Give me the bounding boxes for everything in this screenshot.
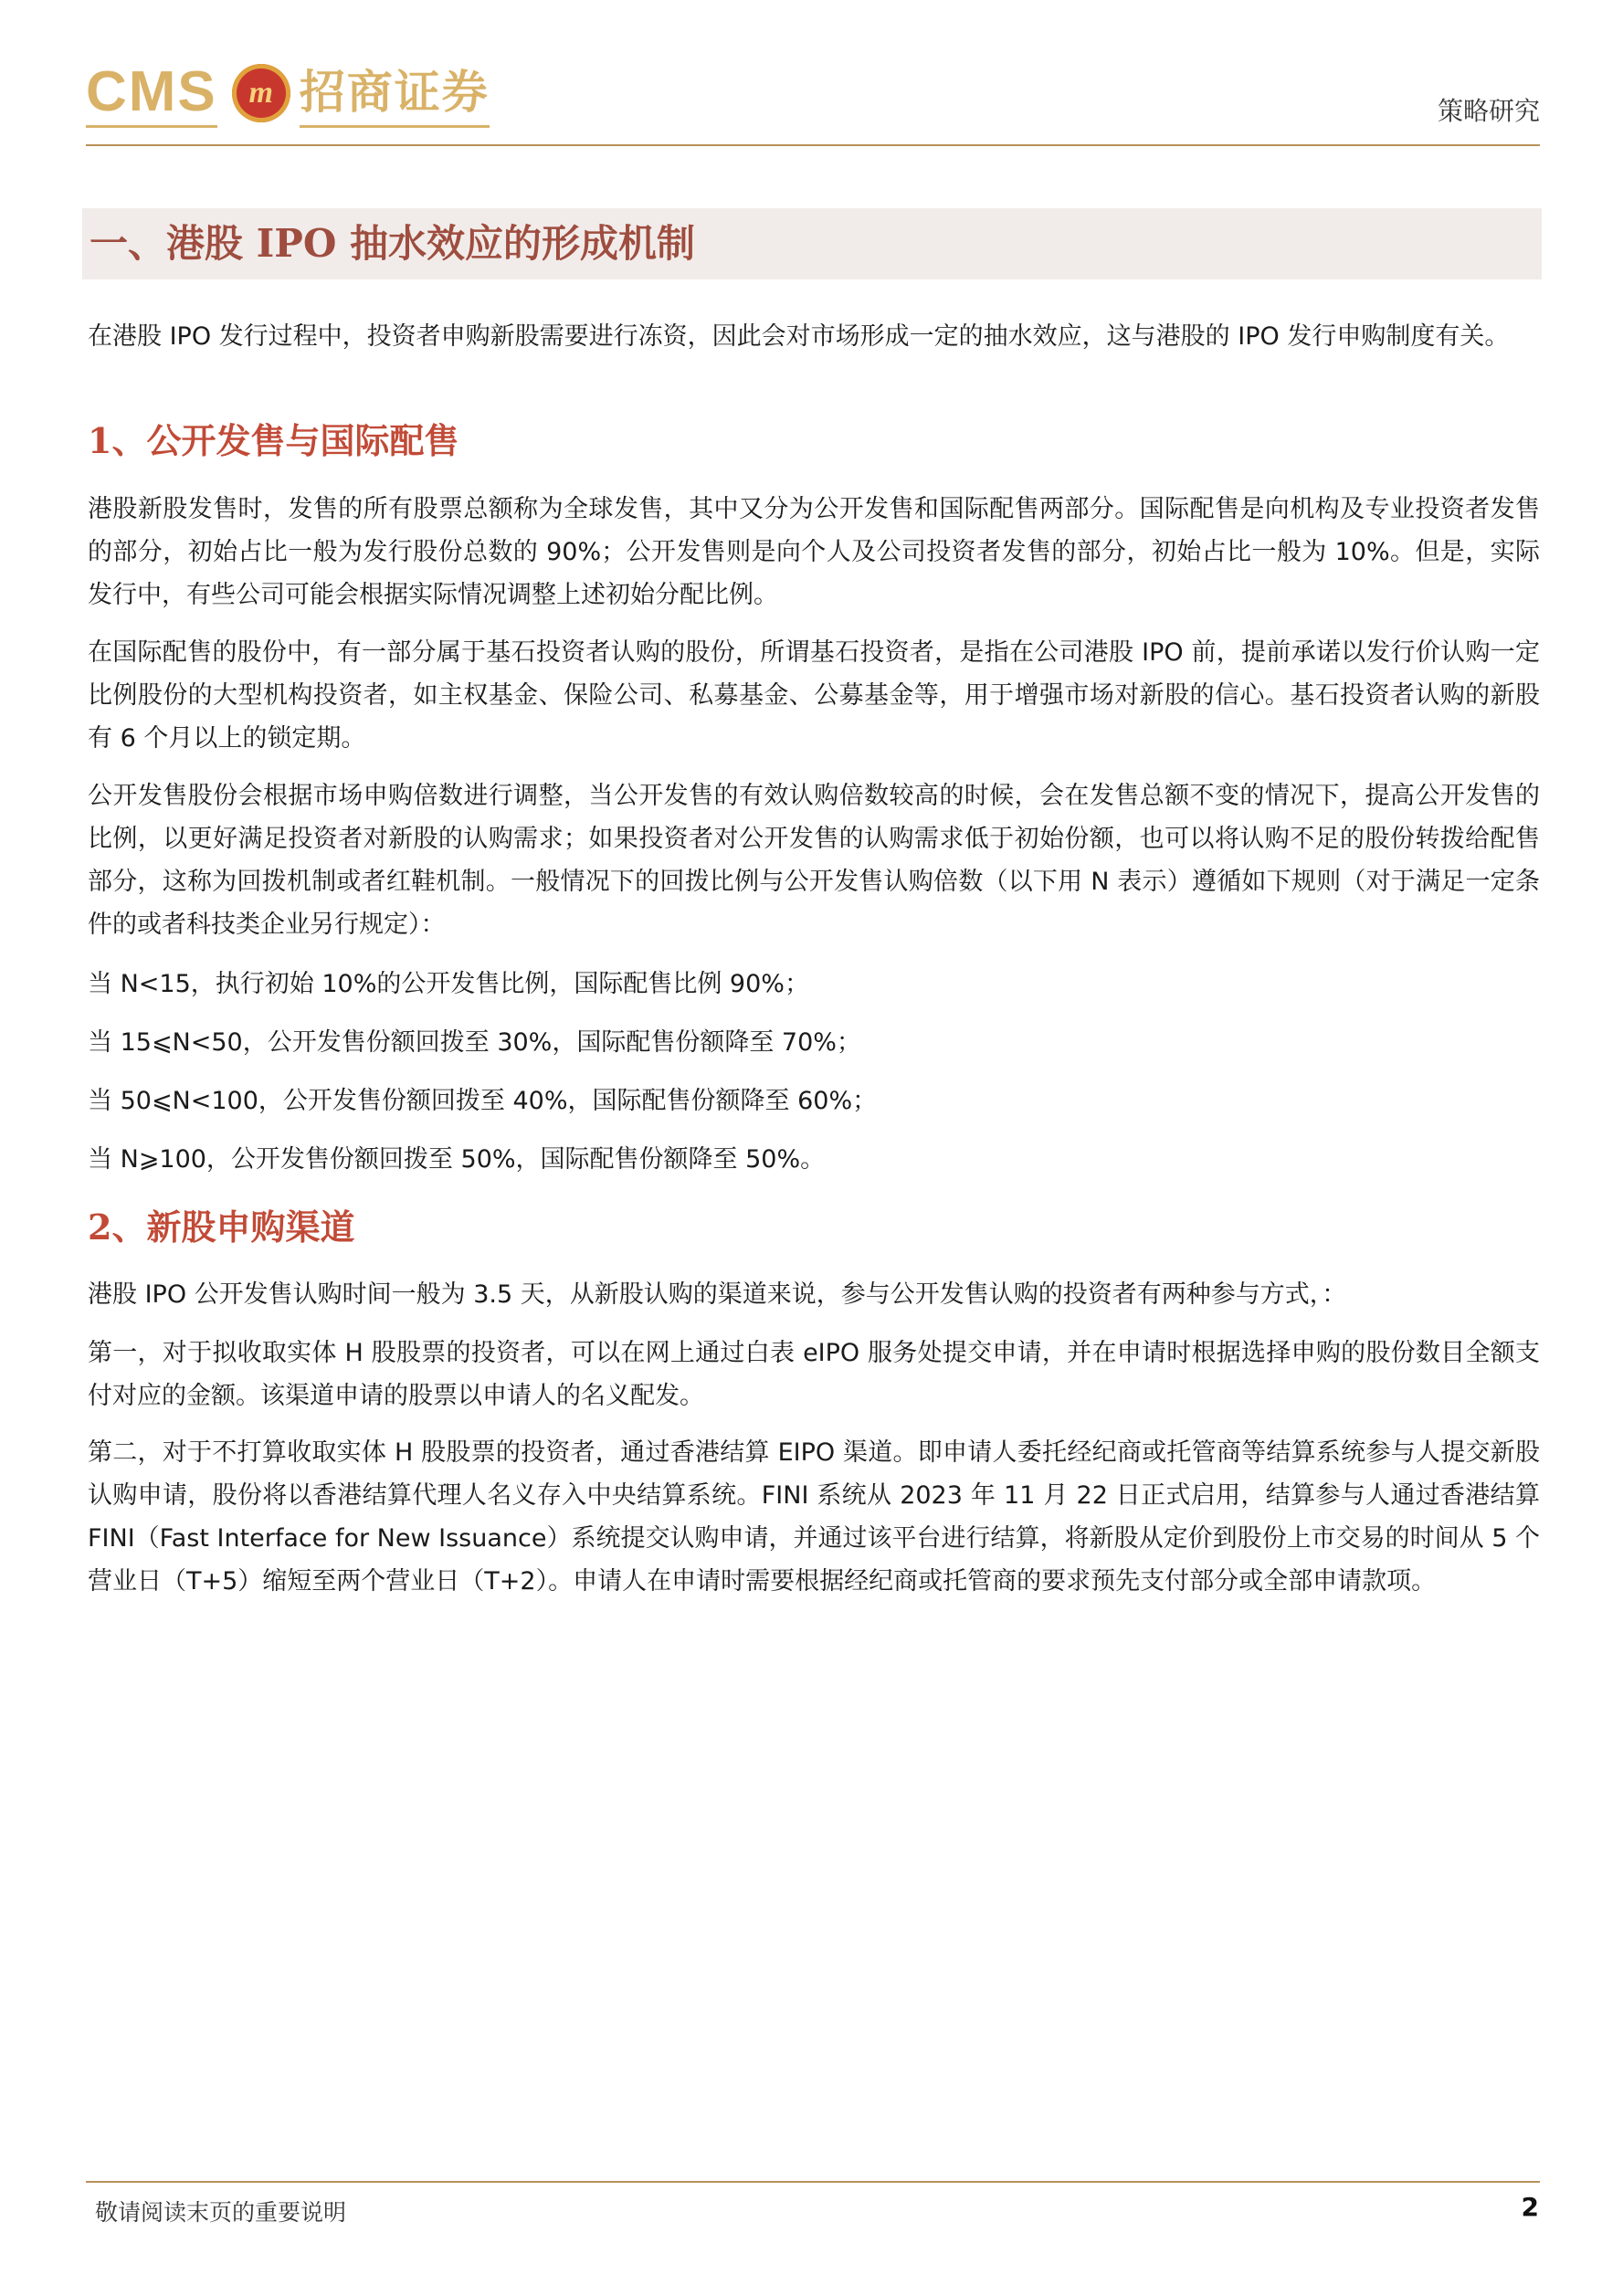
subsection-1-body-3 [88, 774, 1540, 946]
subsection-1-body [88, 488, 1540, 616]
rule-item [88, 1138, 1540, 1181]
subsection-2-body-2 [88, 1332, 1540, 1417]
paragraph-global-offering: 港股新股发售时，发售的所有股票总额称为全球发售，其中又分为公开发售和国际配售两部分。国际配售是向机构及专业投资者发售的部分，初始占比一般为发行股份总数的 90%；公开发售则是向个人及公司投资者发售的部分，初始占比一般为 10%。但是，实际发行中，有些公司可能会根据实际情况调整上述初始分配比例。 [88, 495, 1540, 609]
intro-paragraph: 在港股 IPO 发行过程中，投资者申购新股需要进行冻资，因此会对市场形成一定的抽水效应，这与港股的 IPO 发行申购制度有关。 [88, 322, 1510, 351]
logo-cms-text: CMS [86, 59, 217, 128]
rule-item [88, 1080, 1540, 1122]
cms-logo [86, 57, 490, 130]
section-intro [88, 315, 1540, 358]
paragraph-cornerstone: 在国际配售的股份中，有一部分属于基石投资者认购的股份，所谓基石投资者，是指在公司港股 IPO 前，提前承诺以发行价认购一定比例股份的大型机构投资者，如主权基金、保险公司、私募基金、公募基金等，用于增强市场对新股的信心。基石投资者认购的新股有 6 个月以上的锁定期。 [88, 638, 1540, 753]
paragraph-hkscc-eipo: 第二，对于不打算收取实体 H 股股票的投资者，通过香港结算 EIPO 渠道。即申请人委托经纪商或托管商等结算系统参与人提交新股认购申请，股份将以香港结算代理人名义存入中央结算系统。FINI 系统从 2023 年 11 月 22 日正式启用，结算参与人通过香港结算 FINI（Fast Interface for New Issuance）系统提交认购申请，并通过该平台进行结算，将新股从定价到股份上市交易的时间从 5 个营业日（T+5）缩短至两个营业日（T+2）。申请人在申请时需要根据经纪商或托管商的要求预先支付部分或全部申请款项。 [88, 1438, 1540, 1596]
paragraph-clawback: 公开发售股份会根据市场申购倍数进行调整，当公开发售的有效认购倍数较高的时候，会在发售总额不变的情况下，提高公开发售的比例，以更好满足投资者对新股的认购需求；如果投资者对公开发售的认购需求低于初始份额，也可以将认购不足的股份转拨给配售部分，这称为回拨机制或者红鞋机制。一般情况下的回拨比例与公开发售认购倍数（以下用 N 表示）遵循如下规则（对于满足一定条件的或者科技类企业另行规定）： [88, 782, 1540, 939]
logo-chinese-text: 招商证券 [300, 59, 490, 128]
rule-text: 当 50⩽N<100，公开发售份额回拨至 40%，国际配售份额降至 60%； [88, 1087, 878, 1115]
subsection-title-1: 1、公开发售与国际配售 [88, 420, 459, 461]
section-title: 一、港股 IPO 抽水效应的形成机制 [90, 221, 696, 266]
report-type-label: 策略研究 [1437, 96, 1540, 126]
paragraph-eipo-white-form: 第一，对于拟收取实体 H 股股票的投资者，可以在网上通过白表 eIPO 服务处提交申请，并在申请时根据选择申购的股份数目全额支付对应的金额。该渠道申请的股票以申请人的名义配发。 [88, 1339, 1540, 1410]
rule-text: 当 15⩽N<50，公开发售份额回拨至 30%，国际配售份额降至 70%； [88, 1028, 861, 1057]
rule-text: 当 N<15，执行初始 10%的公开发售比例，国际配售比例 90%； [88, 970, 809, 998]
subsection-2-body-3 [88, 1431, 1540, 1603]
rule-item [88, 1021, 1540, 1064]
footer-disclaimer-note: 敬请阅读末页的重要说明 [95, 2199, 347, 2226]
paragraph-subscription-period: 港股 IPO 公开发售认购时间一般为 3.5 天，从新股认购的渠道来说，参与公开发售认购的投资者有两种参与方式，： [88, 1280, 1347, 1309]
subsection-2-body [88, 1273, 1540, 1316]
subsection-1-body-2 [88, 631, 1540, 760]
subsection-title-2: 2、新股申购渠道 [88, 1206, 355, 1248]
rule-text: 当 N⩾100，公开发售份额回拨至 50%，国际配售份额降至 50%。 [88, 1145, 826, 1174]
page-number: 2 [1521, 2192, 1539, 2222]
header-divider [86, 144, 1540, 146]
page-header [86, 57, 1540, 148]
rule-item [88, 963, 1540, 1006]
footer-divider [86, 2181, 1540, 2183]
logo-emblem-icon: m [232, 64, 290, 122]
